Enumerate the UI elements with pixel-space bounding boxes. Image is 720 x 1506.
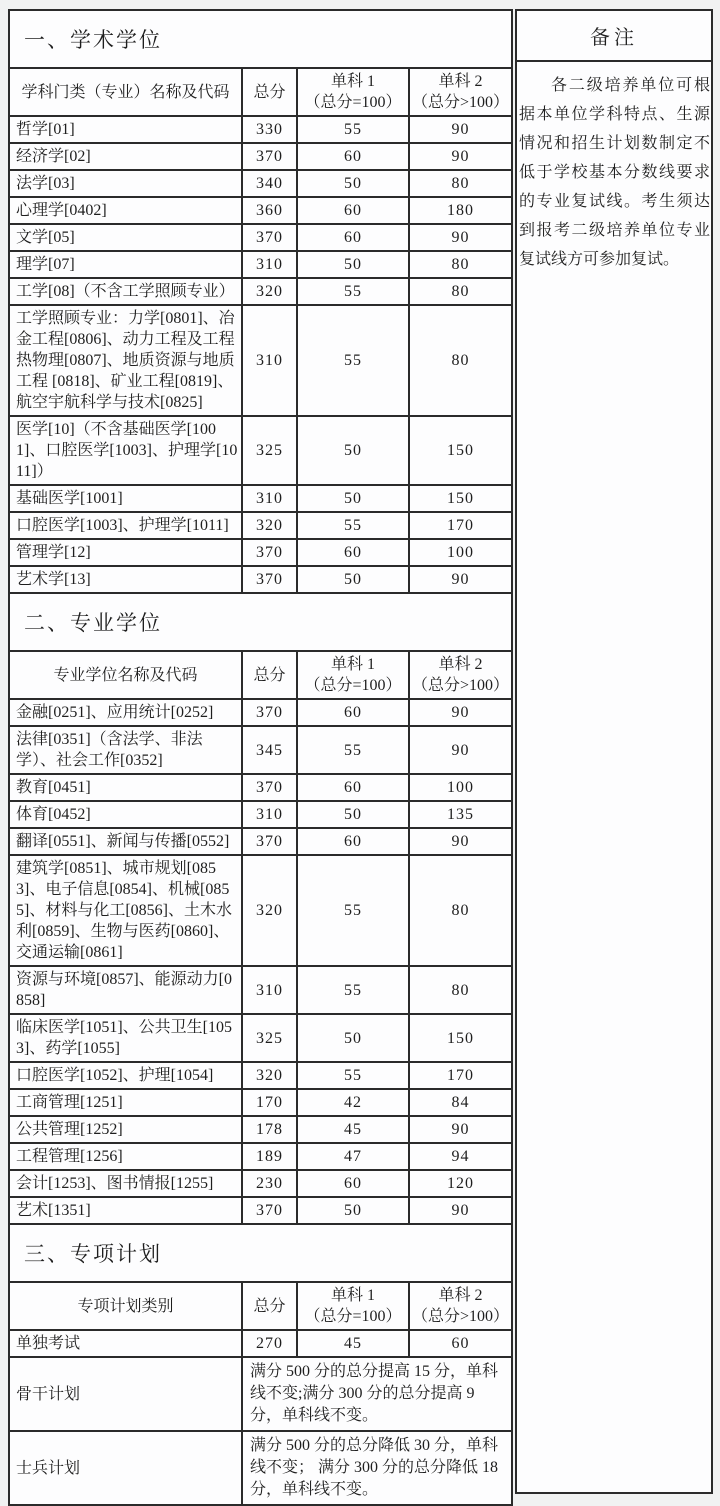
total-score-cell: 270 xyxy=(242,1330,297,1357)
total-score-cell: 310 xyxy=(242,485,297,512)
name-column-header: 专业学位名称及代码 xyxy=(9,651,242,699)
table-row xyxy=(9,116,512,143)
total-score-cell: 325 xyxy=(242,1014,297,1062)
sub2-score-cell: 100 xyxy=(409,539,512,566)
sub2-score-cell: 150 xyxy=(409,416,512,485)
score-table xyxy=(8,9,513,1506)
table-row xyxy=(9,143,512,170)
table-row xyxy=(9,197,512,224)
sub2-score-cell: 170 xyxy=(409,1062,512,1089)
sub1-score-cell: 60 xyxy=(297,1170,409,1197)
sub1-score-cell: 47 xyxy=(297,1143,409,1170)
sub2-score-cell: 80 xyxy=(409,966,512,1014)
total-score-cell: 310 xyxy=(242,251,297,278)
sub2-score-cell: 100 xyxy=(409,774,512,801)
sub1-header-line1: 单科 1 xyxy=(330,73,375,90)
subject-name-cell: 公共管理[1252] xyxy=(9,1116,242,1143)
table-row xyxy=(9,1330,512,1357)
sub2-score-cell: 135 xyxy=(409,801,512,828)
total-score-cell: 370 xyxy=(242,143,297,170)
sub2-score-cell: 80 xyxy=(409,251,512,278)
total-score-cell: 170 xyxy=(242,1089,297,1116)
table-row xyxy=(9,1062,512,1089)
sub2-header-line1: 单科 2 xyxy=(438,73,483,90)
total-score-cell: 370 xyxy=(242,1197,297,1224)
sub1-score-cell: 55 xyxy=(297,966,409,1014)
subject-name-cell: 工学[08]（不含工学照顾专业） xyxy=(9,278,242,305)
subject-name-cell: 文学[05] xyxy=(9,224,242,251)
section-special-plan xyxy=(9,1224,512,1330)
sub2-score-cell: 84 xyxy=(409,1089,512,1116)
sub1-score-cell: 42 xyxy=(297,1089,409,1116)
sub1-score-cell: 45 xyxy=(297,1330,409,1357)
sub1-score-cell: 60 xyxy=(297,197,409,224)
subject-name-cell: 医学[10]（不含基础医学[1001]、口腔医学[1003]、护理学[1011]） xyxy=(9,416,242,485)
subject-name-cell: 哲学[01] xyxy=(9,116,242,143)
sub1-score-cell: 45 xyxy=(297,1116,409,1143)
sub2-score-cell: 90 xyxy=(409,224,512,251)
table-row xyxy=(9,801,512,828)
total-score-cell: 310 xyxy=(242,966,297,1014)
sub1-header-line1: 单科 1 xyxy=(330,656,375,673)
sub1-header-line2: （总分=100） xyxy=(304,1308,402,1325)
table-row xyxy=(9,539,512,566)
subject-name-cell: 士兵计划 xyxy=(9,1431,242,1505)
sub2-score-cell: 90 xyxy=(409,1116,512,1143)
subject-name-cell: 单独考试 xyxy=(9,1330,242,1357)
sub1-score-cell: 60 xyxy=(297,699,409,726)
sub2-score-cell: 80 xyxy=(409,170,512,197)
section-professional xyxy=(9,593,512,699)
sub2-score-cell: 90 xyxy=(409,726,512,774)
sub2-score-cell: 90 xyxy=(409,699,512,726)
sub2-header-line1: 单科 2 xyxy=(438,656,483,673)
sub1-header-line1: 单科 1 xyxy=(330,1287,375,1304)
section-2-title: 二、专业学位 xyxy=(9,593,512,651)
section-title-row xyxy=(9,10,512,68)
subject-name-cell: 艺术学[13] xyxy=(9,566,242,593)
sub1-score-cell: 60 xyxy=(297,143,409,170)
subject-name-cell: 心理学[0402] xyxy=(9,197,242,224)
sub1-score-cell: 60 xyxy=(297,224,409,251)
subject-name-cell: 法律[0351]（含法学、非法学）、社会工作[0352] xyxy=(9,726,242,774)
remark-title: 备注 xyxy=(517,11,711,62)
sub2-score-cell: 80 xyxy=(409,305,512,416)
table-row xyxy=(9,224,512,251)
sub2-score-cell: 90 xyxy=(409,143,512,170)
table-row xyxy=(9,774,512,801)
sub1-score-cell: 55 xyxy=(297,855,409,966)
table-header-row xyxy=(9,1282,512,1330)
sub2-header-line1: 单科 2 xyxy=(438,1287,483,1304)
sub2-header-line2: （总分>100） xyxy=(411,1308,510,1325)
total-score-cell: 370 xyxy=(242,828,297,855)
sub1-score-cell: 55 xyxy=(297,1062,409,1089)
sub1-score-cell: 55 xyxy=(297,116,409,143)
table-row xyxy=(9,278,512,305)
table-row xyxy=(9,966,512,1014)
section-special-plan-rows xyxy=(9,1330,512,1505)
sub2-score-cell: 90 xyxy=(409,566,512,593)
sub1-score-cell: 50 xyxy=(297,1197,409,1224)
sub1-score-cell: 55 xyxy=(297,305,409,416)
subject-name-cell: 教育[0451] xyxy=(9,774,242,801)
subject-name-cell: 金融[0251]、应用统计[0252] xyxy=(9,699,242,726)
section-1-title: 一、学术学位 xyxy=(9,10,512,68)
total-score-cell: 178 xyxy=(242,1116,297,1143)
subject-name-cell: 临床医学[1051]、公共卫生[1053]、药学[1055] xyxy=(9,1014,242,1062)
table-row xyxy=(9,1143,512,1170)
total-score-cell: 370 xyxy=(242,774,297,801)
sub1-score-cell: 55 xyxy=(297,512,409,539)
subject-name-cell: 理学[07] xyxy=(9,251,242,278)
sub1-score-cell: 55 xyxy=(297,726,409,774)
subject-name-cell: 法学[03] xyxy=(9,170,242,197)
total-score-cell: 370 xyxy=(242,699,297,726)
section-title-row xyxy=(9,1224,512,1282)
sub1-score-cell: 50 xyxy=(297,251,409,278)
table-row xyxy=(9,1431,512,1505)
total-column-header: 总分 xyxy=(242,1282,297,1330)
subject-name-cell: 经济学[02] xyxy=(9,143,242,170)
total-score-cell: 320 xyxy=(242,512,297,539)
sub2-score-cell: 170 xyxy=(409,512,512,539)
table-row xyxy=(9,1170,512,1197)
total-score-cell: 330 xyxy=(242,116,297,143)
policy-note-cell: 满分 500 分的总分提高 15 分，单科线不变;满分 300 分的总分提高 9 分，单科线不变。 xyxy=(242,1357,512,1431)
sub2-score-cell: 90 xyxy=(409,828,512,855)
section-title-row xyxy=(9,593,512,651)
table-header-row xyxy=(9,68,512,116)
table-row xyxy=(9,1197,512,1224)
total-score-cell: 345 xyxy=(242,726,297,774)
total-column-header: 总分 xyxy=(242,68,297,116)
total-score-cell: 189 xyxy=(242,1143,297,1170)
total-score-cell: 340 xyxy=(242,170,297,197)
sub1-score-cell: 50 xyxy=(297,1014,409,1062)
sub2-score-cell: 90 xyxy=(409,1197,512,1224)
sub2-score-cell: 120 xyxy=(409,1170,512,1197)
section-academic-rows xyxy=(9,116,512,593)
table-row xyxy=(9,855,512,966)
sub2-score-cell: 94 xyxy=(409,1143,512,1170)
total-score-cell: 320 xyxy=(242,1062,297,1089)
total-score-cell: 325 xyxy=(242,416,297,485)
sub2-score-cell: 150 xyxy=(409,1014,512,1062)
subject-name-cell: 工程管理[1256] xyxy=(9,1143,242,1170)
subject-name-cell: 会计[1253]、图书情报[1255] xyxy=(9,1170,242,1197)
total-score-cell: 320 xyxy=(242,278,297,305)
table-row xyxy=(9,416,512,485)
subject-name-cell: 体育[0452] xyxy=(9,801,242,828)
section-professional-rows xyxy=(9,699,512,1224)
sub2-column-header xyxy=(409,1282,512,1330)
sub1-column-header xyxy=(297,651,409,699)
sub1-score-cell: 50 xyxy=(297,170,409,197)
sub1-score-cell: 60 xyxy=(297,539,409,566)
table-row xyxy=(9,170,512,197)
table-row xyxy=(9,1089,512,1116)
table-row xyxy=(9,1014,512,1062)
sub1-score-cell: 55 xyxy=(297,278,409,305)
sub1-header-line2: （总分=100） xyxy=(304,677,402,694)
remark-body-text: 各二级培养单位可根据本单位学科特点、生源情况和招生计划数制定不低于学校基本分数线要求的专业复试线。考生须达到报考二级培养单位专业复试线方可参加复试。 xyxy=(519,77,710,268)
total-score-cell: 230 xyxy=(242,1170,297,1197)
subject-name-cell: 工商管理[1251] xyxy=(9,1089,242,1116)
table-row xyxy=(9,566,512,593)
subject-name-cell: 资源与环境[0857]、能源动力[0858] xyxy=(9,966,242,1014)
sub2-score-cell: 90 xyxy=(409,116,512,143)
subject-name-cell: 建筑学[0851]、城市规划[0853]、电子信息[0854]、机械[0855]、材料与化工[0856]、土木水利[0859]、生物与医药[0860]、交通运输[0861] xyxy=(9,855,242,966)
total-score-cell: 310 xyxy=(242,305,297,416)
subject-name-cell: 口腔医学[1003]、护理学[1011] xyxy=(9,512,242,539)
subject-name-cell: 管理学[12] xyxy=(9,539,242,566)
table-row xyxy=(9,512,512,539)
section-academic xyxy=(9,10,512,116)
table-row xyxy=(9,699,512,726)
sub2-score-cell: 80 xyxy=(409,855,512,966)
subject-name-cell: 口腔医学[1052]、护理[1054] xyxy=(9,1062,242,1089)
table-header-row xyxy=(9,651,512,699)
sub2-score-cell: 180 xyxy=(409,197,512,224)
section-3-title: 三、专项计划 xyxy=(9,1224,512,1282)
sub2-column-header xyxy=(409,651,512,699)
sub2-score-cell: 150 xyxy=(409,485,512,512)
subject-name-cell: 骨干计划 xyxy=(9,1357,242,1431)
sub1-score-cell: 60 xyxy=(297,774,409,801)
sub2-header-line2: （总分>100） xyxy=(411,677,510,694)
sub2-column-header xyxy=(409,68,512,116)
remark-panel xyxy=(515,9,713,1494)
total-score-cell: 360 xyxy=(242,197,297,224)
subject-name-cell: 艺术[1351] xyxy=(9,1197,242,1224)
table-row xyxy=(9,305,512,416)
subject-name-cell: 基础医学[1001] xyxy=(9,485,242,512)
sub1-column-header xyxy=(297,1282,409,1330)
table-row xyxy=(9,485,512,512)
sub1-score-cell: 50 xyxy=(297,416,409,485)
policy-note-cell: 满分 500 分的总分降低 30 分，单科线不变； 满分 300 分的总分降低 18 分，单科线不变。 xyxy=(242,1431,512,1505)
total-score-cell: 310 xyxy=(242,801,297,828)
name-column-header: 专项计划类别 xyxy=(9,1282,242,1330)
sub1-header-line2: （总分=100） xyxy=(304,94,402,111)
sub1-score-cell: 60 xyxy=(297,828,409,855)
table-row xyxy=(9,251,512,278)
table-row xyxy=(9,828,512,855)
table-row xyxy=(9,1357,512,1431)
subject-name-cell: 翻译[0551]、新闻与传播[0552] xyxy=(9,828,242,855)
total-score-cell: 370 xyxy=(242,566,297,593)
sub2-score-cell: 60 xyxy=(409,1330,512,1357)
table-row xyxy=(9,1116,512,1143)
sub2-header-line2: （总分>100） xyxy=(411,94,510,111)
total-score-cell: 370 xyxy=(242,224,297,251)
name-column-header: 学科门类（专业）名称及代码 xyxy=(9,68,242,116)
sub1-column-header xyxy=(297,68,409,116)
table-row xyxy=(9,726,512,774)
sub2-score-cell: 80 xyxy=(409,278,512,305)
total-column-header: 总分 xyxy=(242,651,297,699)
sub1-score-cell: 50 xyxy=(297,566,409,593)
sub1-score-cell: 50 xyxy=(297,485,409,512)
subject-name-cell: 工学照顾专业：力学[0801]、冶金工程[0806]、动力工程及工程热物理[0807]、地质资源与地质工程 [0818]、矿业工程[0819]、航空宇航科学与技术[0825] xyxy=(9,305,242,416)
sub1-score-cell: 50 xyxy=(297,801,409,828)
total-score-cell: 370 xyxy=(242,539,297,566)
total-score-cell: 320 xyxy=(242,855,297,966)
